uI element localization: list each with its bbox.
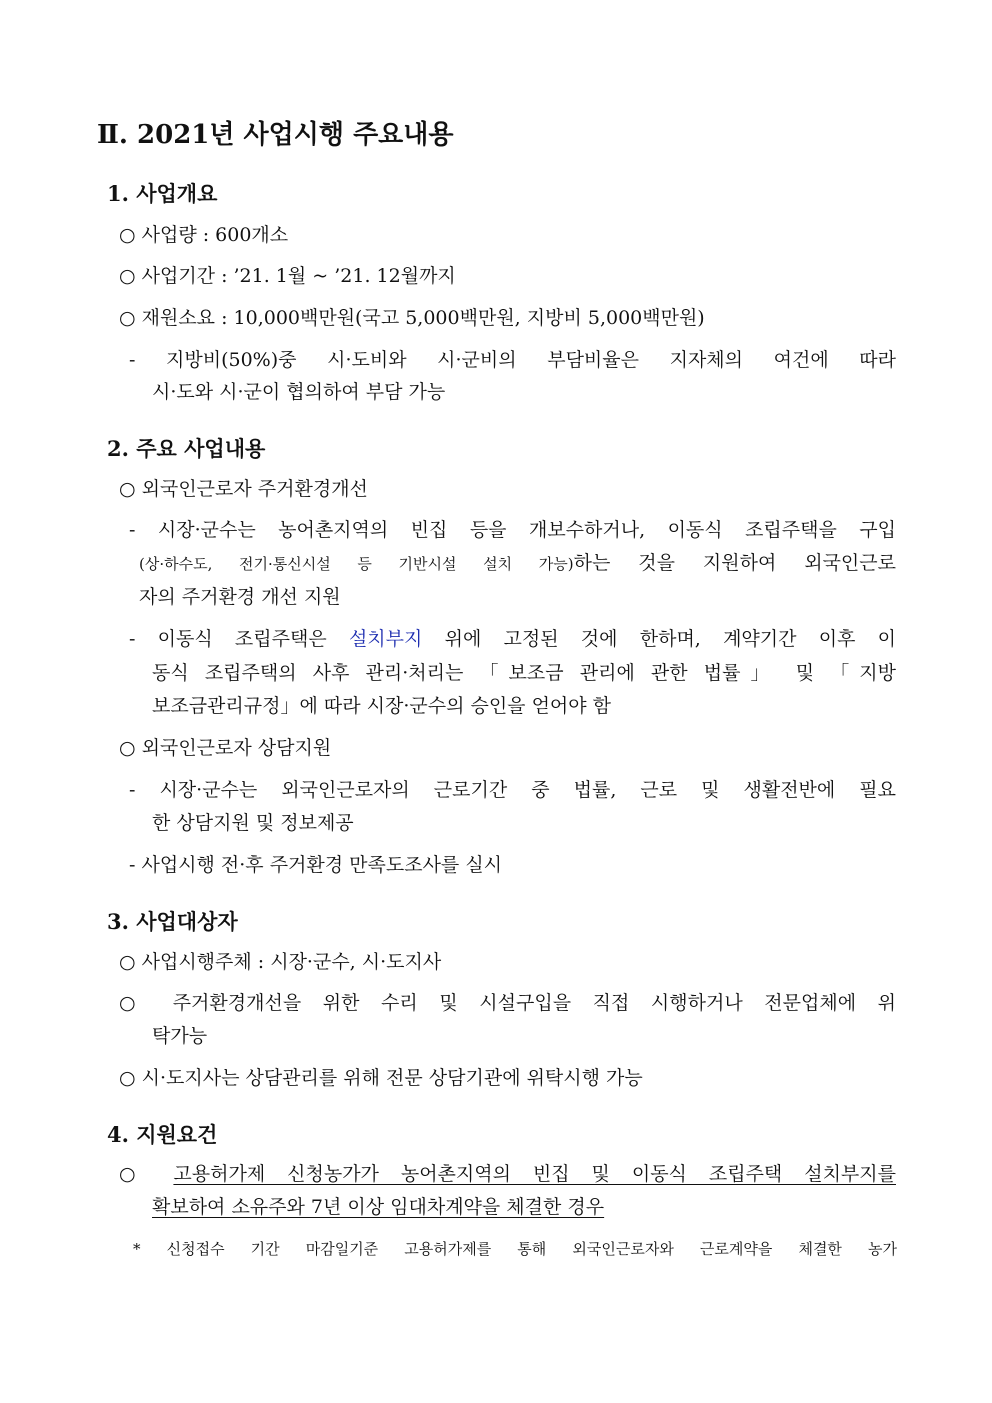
text-line — [119, 1162, 896, 1186]
text-line: ○ 재원소요 : 10,000백만원(국고 5,000백만원, 지방비 5,000백만원) — [119, 307, 705, 329]
text-line: ○ 외국인근로자 주거환경개선 — [119, 478, 368, 500]
text-span: 위에 고정된 것에 한하며, 계약기간 이후 이 — [422, 628, 896, 650]
underlined-requirement: 고용허가제 신청농가가 농어촌지역의 빈집 및 이동식 조립주택 설치부지를 — [173, 1163, 896, 1185]
text-span: 하는 것을 지원하여 외국인근로 — [573, 552, 896, 574]
text-line: - 시장·군수는 농어촌지역의 빈집 등을 개보수하거나, 이동식 조립주택을 구입 — [129, 519, 896, 541]
text-span: - 이동식 조립주택은 — [129, 628, 349, 650]
text-line: ○ 주거환경개선을 위한 수리 및 시설구입을 직접 시행하거나 전문업체에 위 — [119, 992, 896, 1014]
text-line: 자의 주거환경 개선 지원 — [139, 586, 341, 608]
page-title: Ⅱ. 2021년 사업시행 주요내용 — [97, 120, 454, 150]
text-line: - 사업시행 전·후 주거환경 만족도조사를 실시 — [129, 854, 503, 876]
text-line: ○ 외국인근로자 상담지원 — [119, 737, 332, 759]
text-line: 확보하여 소유주와 7년 이상 임대차계약을 체결한 경우 — [152, 1196, 605, 1218]
section-heading-1: 1. 사업개요 — [107, 181, 218, 206]
section-heading-2: 2. 주요 사업내용 — [107, 436, 266, 461]
text-span: (상·하수도, 전기·통신시설 등 기반시설 설치 가능) — [139, 555, 574, 573]
text-line: 보조금관리규정」에 따라 시장·군수의 승인을 얻어야 함 — [152, 695, 612, 717]
text-line — [139, 551, 896, 576]
text-line: ○ 사업시행주체 : 시장·군수, 시·도지사 — [119, 951, 442, 973]
text-line: - 시장·군수는 외국인근로자의 근로기간 중 법률, 근로 및 생활전반에 필요 — [129, 779, 896, 801]
section-heading-3: 3. 사업대상자 — [107, 909, 238, 934]
footnote: * 신청접수 기간 마감일기준 고용허가제를 통해 외국인근로자와 근로계약을 체결한 농가 — [133, 1240, 897, 1258]
bullet: ○ — [119, 1163, 174, 1185]
text-line: 탁가능 — [152, 1025, 208, 1047]
text-line: ○ 사업기간 : ’21. 1월 ~ ’21. 12월까지 — [119, 265, 456, 287]
text-line — [129, 627, 896, 651]
text-line: ○ 사업량 : 600개소 — [119, 224, 289, 246]
text-line: 시·도와 시·군이 협의하여 부담 가능 — [152, 381, 446, 403]
text-line: ○ 시·도지사는 상담관리를 위해 전문 상담기관에 위탁시행 가능 — [119, 1067, 643, 1089]
section-heading-4: 4. 지원요건 — [107, 1122, 218, 1147]
text-line: 동식 조립주택의 사후 관리·처리는 「보조금 관리에 관한 법률」 및 「지방 — [152, 662, 896, 684]
text-line: 한 상담지원 및 정보제공 — [152, 812, 354, 834]
text-line: - 지방비(50%)중 시·도비와 시·군비의 부담비율은 지자체의 여건에 따라 — [129, 349, 896, 371]
highlight-term: 설치부지 — [348, 628, 423, 650]
